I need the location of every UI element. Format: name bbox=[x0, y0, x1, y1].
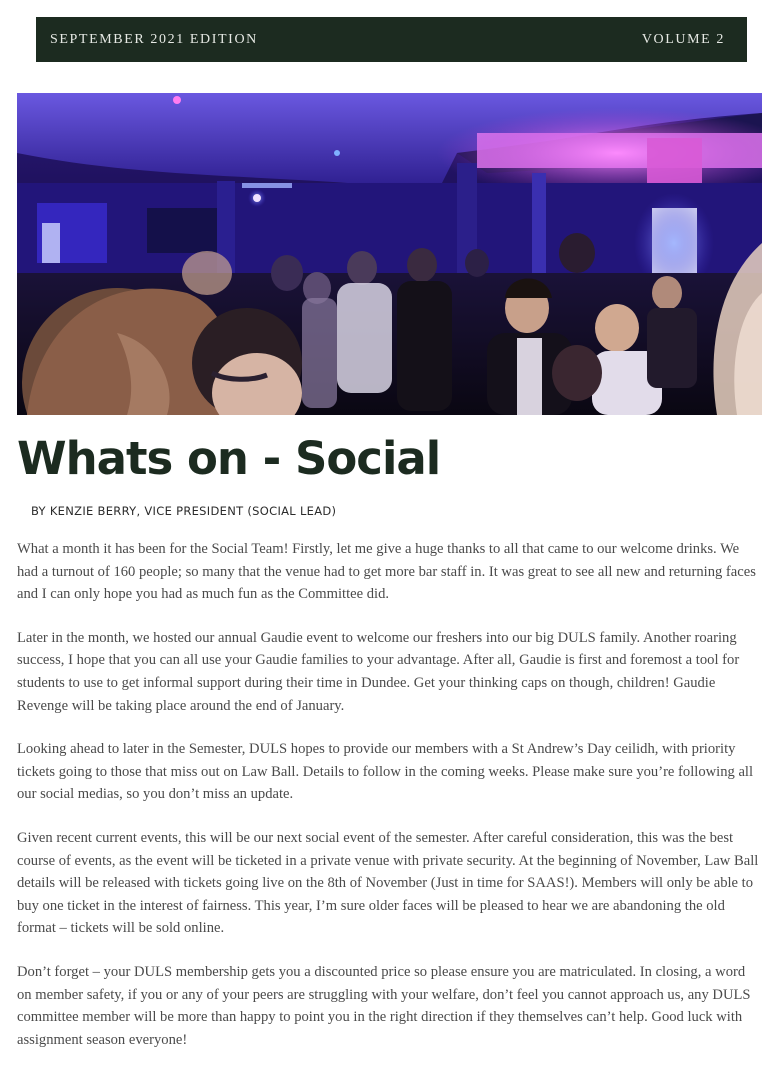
article-byline: BY KENZIE BERRY, VICE PRESIDENT (SOCIAL LEAD) bbox=[31, 504, 337, 518]
article-paragraph: Later in the month, we hosted our annual Gaudie event to welcome our freshers into our big DULS family. Another roaring success, I hope that you can all use your Gaudie families to your advantage. After all, Gaudie is first and foremost a tool for students to use to get informal support during their time in Dundee. Get your thinking caps on though, children! Gaudie Revenge will be taking place around the end of January. bbox=[17, 629, 740, 714]
article-paragraph: Given recent current events, this will be our next social event of the semester. After careful consideration, this was the best course of events, as the event will be ticketed in a private venue with private security. At the beginning of November, Law Ball details will be released with tickets going live on the 8th of November (Just in time for SAAS!). Members will only be able to buy one ticket in the interest of fairness. This year, I’m sure older faces will be pleased to hear we are abandoning the old format – tickets will be sold online. bbox=[17, 829, 759, 937]
article-paragraph: Don’t forget – your DULS membership gets you a discounted price so please ensure you are matriculated. In closing, a word on member safety, if you or any of your peers are struggling with your welfare, don’t feel you cannot approach us, any DULS committee member will be more than happy to point you in the right direction if they themselves can’t help. Good luck with assignment season everyone! bbox=[17, 963, 751, 1048]
volume-label: VOLUME 2 bbox=[641, 31, 725, 47]
edition-label: SEPTEMBER 2021 EDITION bbox=[50, 31, 258, 47]
social-event-photo bbox=[17, 93, 762, 415]
article-body bbox=[17, 538, 762, 1072]
article-paragraph: What a month it has been for the Social Team! Firstly, let me give a huge thanks to all that came to our welcome drinks. We had a turnout of 160 people; so many that the venue had to get more bar staff in. It was great to see all new and returning faces and I can only hope you had as much fun as the Committee did. bbox=[17, 541, 756, 603]
article-paragraph: Looking ahead to later in the Semester, DULS hopes to provide our members with a St Andrew’s Day ceilidh, with priority tickets going to those that miss out on Law Ball. Details to follow in the coming weeks. Please make sure you’re following all our social medias, so you don’t miss an update. bbox=[17, 741, 754, 803]
article-title: Whats on - Social bbox=[17, 432, 441, 485]
edition-banner bbox=[36, 17, 747, 62]
